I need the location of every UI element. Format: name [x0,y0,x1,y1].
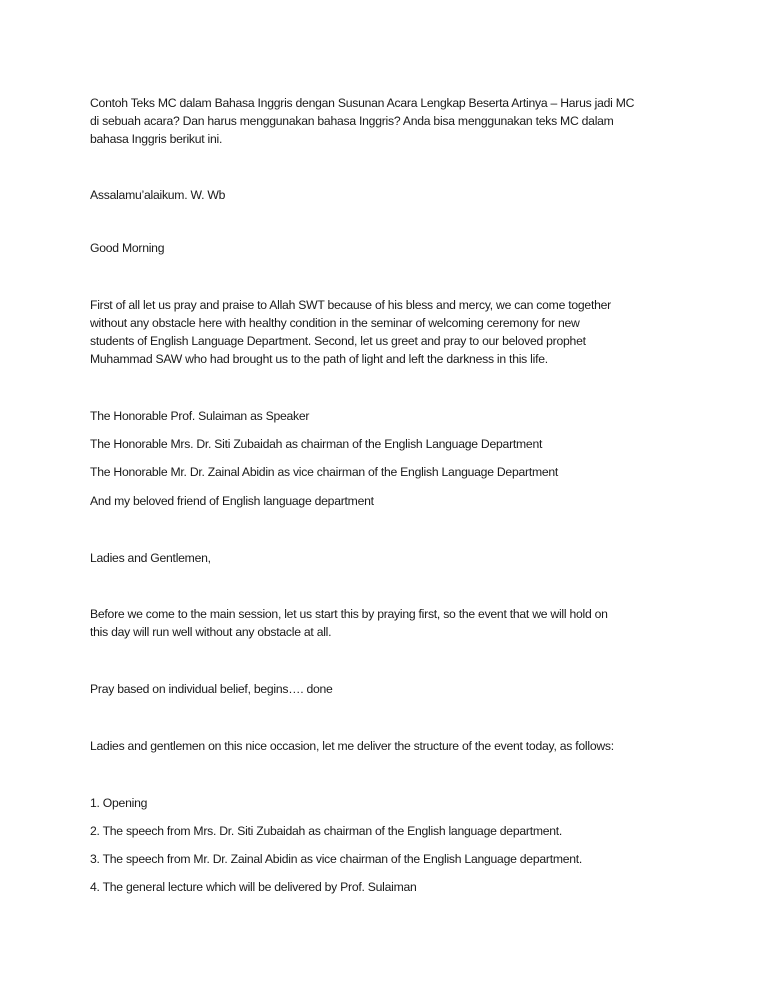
intro-paragraph [90,94,634,148]
opening-line: Muhammad SAW who had brought us to the path of light and left the darkness in this life. [90,352,548,366]
agenda-item: 2. The speech from Mrs. Dr. Siti Zubaidah as chairman of the English language department. [90,824,563,838]
agenda-item: 3. The speech from Mr. Dr. Zainal Abidin as vice chairman of the English Language department. [90,852,583,866]
before-line: this day will run well without any obstacle at all. [90,625,332,639]
before-paragraph [90,605,608,641]
honorable-speaker: The Honorable Prof. Sulaiman as Speaker [90,409,310,423]
intro-line: di sebuah acara? Dan harus menggunakan bahasa Inggris? Anda bisa menggunakan teks MC dalam [90,114,614,128]
good-morning: Good Morning [90,241,165,255]
opening-line: without any obstacle here with healthy condition in the seminar of welcoming ceremony for new [90,316,580,330]
ladies-gentlemen: Ladies and Gentlemen, [90,551,211,565]
intro-line: bahasa Inggris berikut ini. [90,132,223,146]
beloved-friend: And my beloved friend of English language department [90,494,374,508]
opening-line: students of English Language Department. Second, let us greet and pray to our beloved prophet [90,334,586,348]
agenda-item: 1. Opening [90,796,148,810]
greeting: Assalamu’alaikum. W. Wb [90,188,226,202]
honorable-chairman: The Honorable Mrs. Dr. Siti Zubaidah as chairman of the English Language Department [90,437,543,451]
agenda-item: 4. The general lecture which will be delivered by Prof. Sulaiman [90,880,417,894]
opening-paragraph [90,296,611,368]
structure-intro: Ladies and gentlemen on this nice occasion, let me deliver the structure of the event today, as follows: [90,739,614,753]
intro-line: Contoh Teks MC dalam Bahasa Inggris dengan Susunan Acara Lengkap Beserta Artinya – Harus jadi MC [90,96,635,110]
honorable-vice-chairman: The Honorable Mr. Dr. Zainal Abidin as vice chairman of the English Language Department [90,465,559,479]
pray-line: Pray based on individual belief, begins…. done [90,682,333,696]
opening-line: First of all let us pray and praise to Allah SWT because of his bless and mercy, we can come together [90,298,611,312]
before-line: Before we come to the main session, let us start this by praying first, so the event that we will hold on [90,607,608,621]
